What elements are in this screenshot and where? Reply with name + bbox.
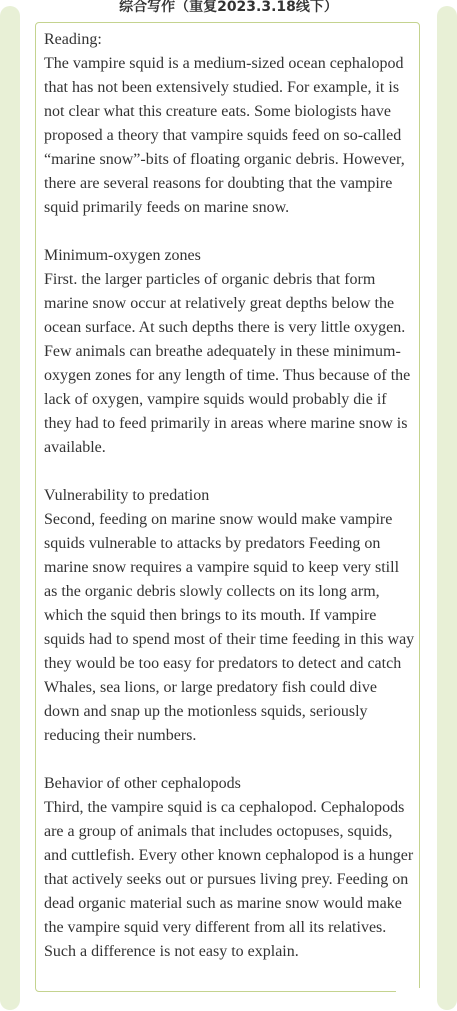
section-body-predation: Second, feeding on marine snow would make vampire squids vulnerable to attacks by predators Feeding on marine snow requires a vampire squid to keep very still as the organic debris slowly collects on its long arm, which the squid then brings to its mouth. If vampire squids had to spend most of their time feeding in this way they would be too easy for predators to detect and catch Whales, sea lions, or large predatory fish could dive down and snap up the motionless squids, seriously reducing their numbers. [44,511,415,744]
paragraph-gap [44,460,416,484]
left-side-bar [0,6,20,1010]
section-heading-cephalopods: Behavior of other cephalopods [44,775,241,792]
intro-paragraph: The vampire squid is a medium-sized ocean cephalopod that has not been extensively studied. For example, it is not clear what this creature eats. Some biologists have proposed a theory that vampire squids feed on so-called “marine snow”-bits of floating organic debris. However, there are several reasons for doubting that the vampire squid primarily feeds on marine snow. [44,55,405,216]
paragraph-gap [44,748,416,772]
reading-label: Reading: [44,31,102,48]
section-body-cephalopods: Third, the vampire squid is ca cephalopod. Cephalopods are a group of animals that includes octopuses, squids, and cuttlefish. Every other known cephalopod is a hunger that actively seeks out or pursues living prey. Feeding on dead organic material such as marine snow would make the vampire squid very different from all its relatives. Such a difference is not easy to explain. [44,799,414,960]
right-side-bar [437,6,457,1010]
card-corner-mask [396,988,422,994]
paragraph-gap [44,220,416,244]
page-title: 综合写作（重复2023.3.18线下） [119,0,338,15]
section-heading-oxygen: Minimum-oxygen zones [44,247,201,264]
section-heading-predation: Vulnerability to predation [44,487,210,504]
reading-content [44,28,416,964]
section-body-oxygen: First. the larger particles of organic debris that form marine snow occur at relatively great depths below the ocean surface. At such depths there is very little oxygen. Few animals can breathe adequately in these minimum-oxygen zones for any length of time. Thus because of the lack of oxygen, vampire squids would probably die if they had to feed primarily in areas where marine snow is available. [44,271,411,456]
